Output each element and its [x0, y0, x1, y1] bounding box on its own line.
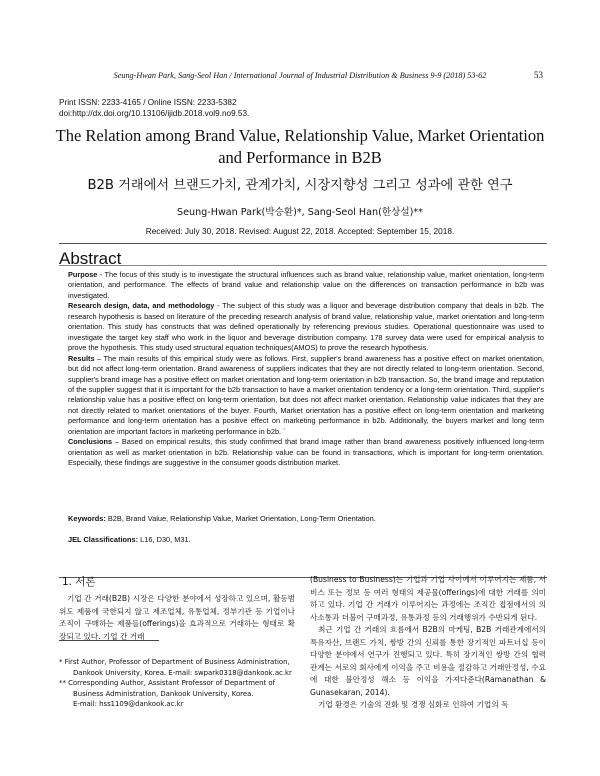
jel-text: L16, D30, M31.	[138, 535, 191, 544]
footnotes	[59, 657, 299, 710]
title-line-2: and Performance in B2B	[218, 148, 382, 167]
abstract-body	[68, 270, 544, 469]
authors: Seung-Hwan Park(박승환)*, Sang-Seol Han(한상설)**	[177, 207, 423, 218]
jel-label: JEL Classifications:	[68, 535, 139, 544]
purpose-label: Purpose	[68, 270, 98, 279]
footnote-1-line-1: * First Author, Professor of Department of Business Administration,	[59, 658, 290, 666]
intro-paragraph: 기업 간 거래(B2B) 시장은 다양한 분야에서 성장하고 있으며, 활동범위도 제품에 국한되지 않고 제조업체, 유통업체, 정부기관 등 기업이나 조직이 구매하는 제품들(offerings)을 효과적으로 거래하는 형태로 확장되고 있다. 기업 간 거래	[59, 594, 295, 641]
design-text: - The subject of this study was a liquor and beverage distribution company that deals in b2b. The research hypothesis is based on literature of the preceding research analysis of brand value, relationship value, market orientation and long-term orientation. This study has constructs that was defined operationally by referencing previous studies. Operational questionnaire was used to investigate the target key staff who work in the liquor and beverage distribution company. 178 survey data were used for empirical analysis to prove the hypothesis. This study used structural equation techniques(AMOS) to prove the research hypothesis.	[68, 301, 544, 353]
conclusions-label: Conclusions	[68, 437, 113, 447]
paper-title	[40, 125, 560, 169]
abstract-results	[68, 354, 544, 438]
right-paragraph-2: 최근 기업 간 거래의 흐름에서 B2B의 마케팅, B2B 거래관계에서의 특유자산, 브랜드 가치, 쌍방 간의 신뢰를 통한 장기적인 파트너십 등이 다양한 분야에서 연구가 진행되고 있다. 특히 장기적인 쌍방 간의 협력관계는 서로의 회사에게 이익을 주고 비용을 절감하고 거래안정성, 수요에 대한 불안정성 해소 등 이익을 가져다준다(Ramanathan & Gunasekaran, 2014).	[310, 625, 546, 697]
right-paragraph-3: 기업 환경은 기술의 진화 및 경쟁 심화로 인하여 기업의 독	[318, 700, 509, 709]
abstract-divider	[59, 265, 547, 266]
keywords-text: B2B, Brand Value, Relationship Value, Market Orientation, Long-Term Orientation.	[105, 514, 376, 523]
korean-title: B2B 거래에서 브랜드가치, 관계가치, 시장지향성 그리고 성과에 관한 연구	[87, 178, 513, 193]
issn-line: Print ISSN: 2233-4165 / Online ISSN: 2233-5382	[59, 98, 237, 107]
section-heading: 1. 서론	[62, 576, 96, 588]
title-line-1: The Relation among Brand Value, Relationship Value, Market Orientation	[55, 126, 545, 145]
footnote-1-line-2: Dankook University, Korea. E-mail: swpark0318@dankook.ac.kr	[73, 668, 292, 677]
results-label: Results	[68, 353, 95, 363]
abstract-purpose	[68, 270, 544, 301]
abstract-conclusions	[68, 437, 544, 468]
results-text: – The main results of this empirical study were as follows. First, supplier's brand awareness has a positive effect on market orientation, but did not affect long-term orientation. Brand awareness of suppliers indicates that they are not directly related to long-term orientation. Second, supplier's brand image has a positive effect on market orientation and long-term orientation in b2b transaction. So, the brand image and reputation of the supplier suggest that it is important for the b2b transaction to have a market orientation tendency or a long-term orientation. Third, supplier's relationship value has a positive effect on long-term orientation, but does not affect market orientation. Relationship value indicates that they are not directly related to market orientations of the buyer. Fourth, Market orientation has a positive effect on long-term orientation and marketing performance and long-term orientation has a positive effect on marketing performance in b2b. Additionally, the buyers market and long term orientation are important factors in marketing performance in b2b. `	[68, 353, 544, 436]
running-head: Seung-Hwan Park, Sang-Seol Han / International Journal of Industrial Distribution & Business 9-9 (2018) 53-62	[113, 71, 487, 80]
purpose-text: - The focus of this study is to investigate the structural influences such as brand value, relationship value, market orientation, long-term orientation, and performance. The effects of brand value and relationship value on the differences on transaction performance in b2b was investigated.	[68, 270, 544, 300]
footnote-2-line-1: ** Corresponding Author, Assistant Professor of Department of	[59, 679, 276, 688]
design-label: Research design, data, and methodology	[68, 301, 215, 311]
keywords-label: Keywords:	[68, 514, 106, 523]
jel-classifications	[68, 535, 544, 544]
right-column	[310, 574, 546, 712]
abstract-heading: Abstract	[59, 249, 122, 268]
received-dates: Received: July 30, 2018. Revised: August 22, 2018. Accepted: September 15, 2018.	[145, 226, 455, 236]
doi-line: doi:http://dx.doi.org/10.13106/ijidb.2018.vol9.no9.53.	[59, 108, 250, 118]
issn-block	[59, 98, 249, 119]
page-number: 53	[534, 70, 543, 80]
left-column	[59, 593, 295, 643]
right-paragraph-1: (Business to Business)는 기업과 기업 사이에서 이루어지는 제품, 서비스 또는 정보 등 여러 형태의 제공물(offerings)에 대한 거래를 의미하고 있다. 기업 간 거래가 이루어지는 과정에는 조직간 접점에서의 의사소통과 더불어 구매과정, 유통과정 등의 거래행위가 수반되게 된다.	[310, 575, 546, 622]
footnote-divider	[59, 640, 159, 641]
abstract-design	[68, 301, 544, 353]
footnote-2-line-2: Business Administration, Dankook University, Korea.	[73, 689, 254, 698]
keywords	[68, 514, 544, 523]
conclusions-text: – Based on empirical results, this study confirmed that brand image rather than brand awareness positively influenced long-term orientation as well as market orientation in b2b. Relationship value can be found in transactions, which is important for long-term orientation. Especially, these findings are suggestive in the consumer goods distribution market.	[68, 437, 544, 468]
footnote-2-line-3: E-mail: hss1109@dankook.ac.kr	[73, 700, 184, 709]
